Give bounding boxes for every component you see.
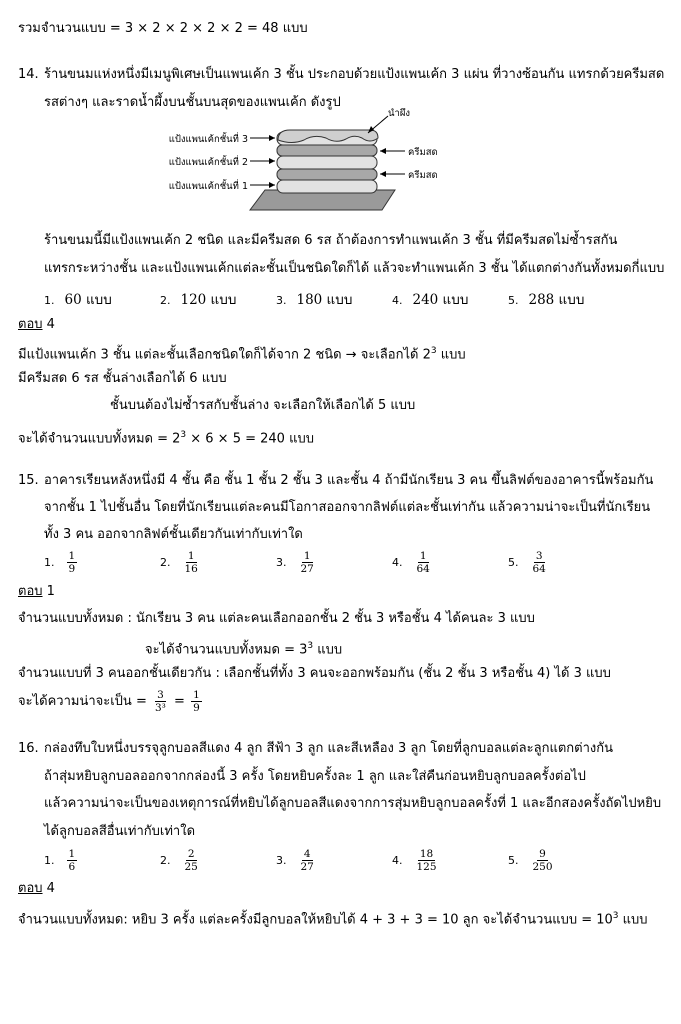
q15-option-4: 4. $\frac{1}{64}$: [392, 550, 430, 575]
q16-option-1: 1. $\frac{1}{6}$: [44, 848, 76, 873]
q16-line-2: ถ้าสุ่มหยิบลูกบอลออกจากกล่องนี้ 3 ครั้ง โดยหยิบครั้งละ 1 ลูก และใส่คืนก่อนหยิบลูกบอลครั้งต่อไป: [44, 769, 586, 784]
q14-solution-1: มีแป้งแพนเค้ก 3 ชั้น แต่ละชั้นเลือกชนิดใดก็ได้จาก 2 ชนิด → จะเลือกได้ $2^3$ แบบ: [18, 346, 466, 363]
option-number: 2.: [160, 854, 171, 867]
option-number: 5.: [508, 854, 519, 867]
q15-option-2: 2. $\frac{1}{16}$: [160, 550, 198, 575]
q15-solution-4: จะได้ความน่าจะเป็น = $\frac{3}{\text{3³}}$ = $\frac{1}{9}$: [18, 689, 200, 714]
pancake-diagram: [150, 108, 470, 218]
q15-line-2: จากชั้น 1 ไปชั้นอื่น โดยที่นักเรียนแต่ละคนมีโอกาสออกจากลิฟต์แต่ละชั้นเท่ากัน แล้วความน่าจะเป็นที่นักเรียน: [44, 500, 651, 515]
label-cream-1: ครีมสด: [408, 147, 438, 158]
option-number: 5.: [508, 556, 519, 569]
q15-answer: ตอบ 1: [18, 584, 55, 599]
q14-number: 14.: [18, 67, 39, 82]
q15-solution-2: จะได้จำนวนแบบทั้งหมด = $3^3$ แบบ: [145, 641, 343, 658]
q16-option-2: 2. $\frac{2}{25}$: [160, 848, 198, 873]
q14-solution-2: มีครีมสด 6 รส ชั้นล่างเลือกได้ 6 แบบ: [18, 371, 227, 386]
option-number: 3.: [276, 854, 287, 867]
option-number: 3.: [276, 556, 287, 569]
q14-option-1: [44, 288, 112, 310]
pancake-figure: [150, 108, 470, 218]
q16-line-1: กล่องทึบใบหนึ่งบรรจุลูกบอลสีแดง 4 ลูก สีฟ้า 3 ลูก และสีเหลือง 3 ลูก โดยที่ลูกบอลแต่ละลูกแตกต่างกัน: [44, 741, 613, 756]
option-number: 2.: [160, 294, 171, 307]
q16-option-3: 3. $\frac{4}{27}$: [276, 848, 314, 873]
option-value: 288 แบบ: [528, 292, 585, 308]
option-number: 4.: [392, 854, 403, 867]
q16-option-5: 5. $\frac{9}{250}$: [508, 848, 553, 873]
option-value: 60 แบบ: [64, 292, 112, 308]
q16-option-4: 4. $\frac{18}{125}$: [392, 848, 437, 873]
q14-line-2: รสต่างๆ และราดน้ำผึ้งบนชั้นบนสุดของแพนเค้ก ดังรูป: [44, 95, 341, 110]
q16-line-3: แล้วความน่าจะเป็นของเหตุการณ์ที่หยิบได้ลูกบอลสีแดงจากการสุ่มหยิบลูกบอลครั้งที่ 1 และอีกสองครั้งถัดไปหยิบ: [44, 796, 662, 811]
q15-line-1: อาคารเรียนหลังหนึ่งมี 4 ชั้น คือ ชั้น 1 ชั้น 2 ชั้น 3 และชั้น 4 ถ้ามีนักเรียน 3 คน ขึ้นลิฟต์ของอาคารนี้พร้อมกัน: [44, 473, 654, 488]
q14-answer: [18, 316, 55, 334]
q14-line-1: ร้านขนมแห่งหนึ่งมีเมนูพิเศษเป็นแพนเค้ก 3 ชั้น ประกอบด้วยแป้งแพนเค้ก 3 แผ่น ที่วางซ้อนกัน แทรกด้วยครีมสด: [44, 67, 665, 82]
cream-layer-1: [277, 169, 377, 180]
pancake-layer-2: [277, 156, 377, 169]
q15-option-1: 1. $\frac{1}{9}$: [44, 550, 76, 575]
option-number: 5.: [508, 294, 519, 307]
q16-number: 16.: [18, 741, 39, 756]
option-value: 120 แบบ: [180, 292, 237, 308]
answer-label: ตอบ: [18, 317, 43, 332]
option-value: 180 แบบ: [296, 292, 353, 308]
option-number: 4.: [392, 556, 403, 569]
option-number: 1.: [44, 854, 55, 867]
cream-layer-2: [277, 145, 377, 156]
label-honey: น้ำผึ้ง: [388, 108, 411, 119]
q15-option-3: 3. $\frac{1}{27}$: [276, 550, 314, 575]
q15-line-3: ทั้ง 3 คน ออกจากลิฟต์ชั้นเดียวกันเท่ากับเท่าใด: [44, 527, 303, 542]
label-layer-3: แป้งแพนเค้กชั้นที่ 3: [168, 134, 248, 145]
pancake-layer-1: [277, 180, 377, 193]
q15-option-5: 5. $\frac{3}{64}$: [508, 550, 546, 575]
label-layer-2: แป้งแพนเค้กชั้นที่ 2: [168, 157, 248, 168]
q14-line-3: ร้านขนมนี้มีแป้งแพนเค้ก 2 ชนิด และมีครีมสด 6 รส ถ้าต้องการทำแพนเค้ก 3 ชั้น ที่มีครีมสดไม่ซ้ำรสกัน: [44, 233, 618, 248]
q14-option-5: [508, 288, 584, 310]
q14-solution-3: ชั้นบนต้องไม่ซ้ำรสกับชั้นล่าง จะเลือกให้เลือกได้ 5 แบบ: [110, 398, 416, 413]
q16-line-4: ได้ลูกบอลสีอื่นเท่ากับเท่าใด: [44, 824, 196, 839]
q16-answer: ตอบ 4: [18, 881, 55, 896]
summary-line: รวมจำนวนแบบ = 3 × 2 × 2 × 2 × 2 = 48 แบบ: [18, 21, 308, 36]
option-value: 240 แบบ: [412, 292, 469, 308]
q14-line-4: แทรกระหว่างชั้น และแป้งแพนเค้กแต่ละชั้นเป็นชนิดใดก็ได้ แล้วจะทำแพนเค้ก 3 ชั้น ได้แตกต่างกันทั้งหมดกี่แบบ: [44, 261, 665, 276]
q14-solution-4: จะได้จำนวนแบบทั้งหมด = $2^3 \times 6 \times 5 = 240$ แบบ: [18, 430, 314, 447]
answer-value: 4: [46, 317, 55, 332]
option-number: 2.: [160, 556, 171, 569]
q14-option-3: [276, 288, 352, 310]
q16-solution-1: จำนวนแบบทั้งหมด: หยิบ 3 ครั้ง แต่ละครั้งมีลูกบอลให้หยิบได้ 4 + 3 + 3 = 10 ลูก จะได้จำนวนแบบ = $10^3$ แบบ: [18, 911, 648, 928]
q14-option-4: [392, 288, 468, 310]
option-number: 1.: [44, 556, 55, 569]
option-number: 3.: [276, 294, 287, 307]
q15-solution-1: จำนวนแบบทั้งหมด : นักเรียน 3 คน แต่ละคนเลือกออกชั้น 2 ชั้น 3 หรือชั้น 4 ได้คนละ 3 แบบ: [18, 611, 535, 626]
label-cream-2: ครีมสด: [408, 170, 438, 181]
q15-solution-3: จำนวนแบบที่ 3 คนออกชั้นเดียวกัน : เลือกชั้นที่ทั้ง 3 คนจะออกพร้อมกัน (ชั้น 2 ชั้น 3 หรือชั้น 4) ได้ 3 แบบ: [18, 666, 611, 681]
q14-option-2: [160, 288, 236, 310]
label-layer-1: แป้งแพนเค้กชั้นที่ 1: [168, 181, 248, 192]
q15-number: 15.: [18, 473, 39, 488]
option-number: 1.: [44, 294, 55, 307]
option-number: 4.: [392, 294, 403, 307]
